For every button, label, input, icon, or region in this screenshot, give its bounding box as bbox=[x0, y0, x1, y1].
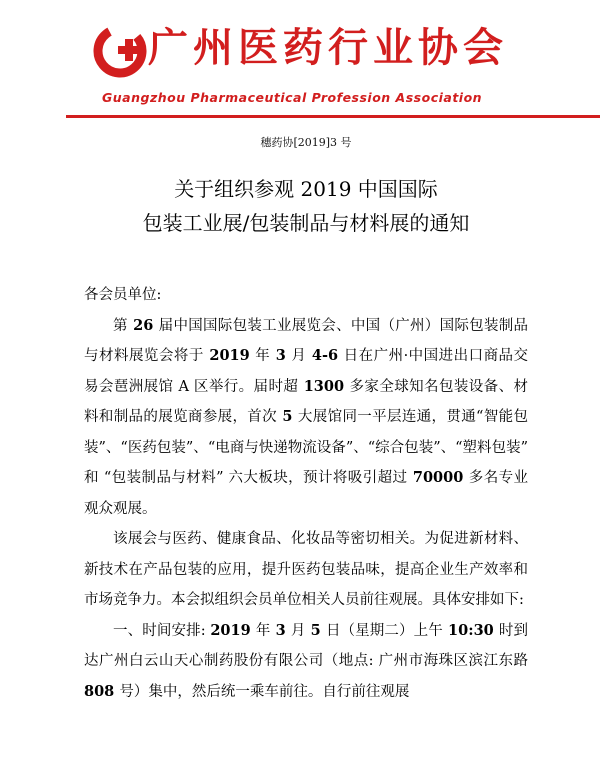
text-run: 届中国国际包装工业展览会、中国（广州）国际包装制品与材料展览会将于 bbox=[84, 317, 529, 364]
bold-number: 70000 bbox=[407, 469, 469, 486]
text-run: 年 bbox=[255, 622, 271, 639]
bold-number: 808 bbox=[84, 682, 120, 700]
bold-number: 3 bbox=[270, 621, 291, 639]
header-divider bbox=[66, 115, 600, 118]
text-run: 月 bbox=[290, 622, 306, 639]
title-line-1: 关于组织参观 2019 中国国际 bbox=[174, 177, 438, 201]
document-body bbox=[84, 280, 528, 707]
org-name-cn: 广州医药行业协会 bbox=[148, 24, 508, 71]
text-run: 日（星期二）上午 bbox=[325, 622, 443, 639]
bold-number: 4-6 bbox=[306, 347, 344, 364]
text-run: 多名专业观众观展。 bbox=[84, 470, 529, 517]
org-name-en: Guangzhou Pharmaceutical Profession Association bbox=[102, 90, 483, 105]
text-run: 时到达广州白云山天心制药股份有限公司（地点: 广州市海珠区滨江东路 bbox=[84, 622, 529, 669]
bold-number: 2019 bbox=[203, 347, 256, 364]
title-line-2: 包装工业展/包装制品与材料展的通知 bbox=[142, 211, 470, 235]
text-run: 月 bbox=[291, 348, 307, 364]
text-run: 日在广州·中国进出口商品交易会琶洲展馆 A 区举行。届时超 bbox=[84, 348, 529, 395]
bold-number: 3 bbox=[270, 347, 292, 364]
text-run: 大展馆同一平层连通，贯通“智能包装”、“医药包装”、“电商与快递物流设备”、“综合包装”、“塑料包装” 和 “包装制品与材料” 六大板块，预计将吸引超过 bbox=[84, 409, 529, 486]
bold-number: 2019 bbox=[210, 621, 256, 639]
paragraph-3 bbox=[84, 616, 528, 708]
text-run: 年 bbox=[255, 348, 271, 364]
letterhead bbox=[0, 0, 612, 150]
bold-number: 26 bbox=[127, 316, 159, 334]
text-run: 一、时间安排: bbox=[113, 622, 211, 639]
text-run: 多家全球知名包装设备、材料和制品的展览商参展，首次 bbox=[84, 378, 528, 425]
document-title bbox=[0, 172, 612, 240]
text-run: 号）集中，然后统一乘车前往。自行前往观展 bbox=[119, 683, 410, 700]
paragraph-1 bbox=[84, 311, 528, 525]
paragraph-2: 该展会与医药、健康食品、化妆品等密切相关。为促进新材料、新技术在产品包装的应用，提升医药包装品味，提高企业生产效率和市场竞争力。本会拟组织会员单位相关人员前往观展。具体安排如下: bbox=[84, 531, 528, 608]
text-run: 第 bbox=[113, 317, 128, 334]
bold-number: 10:30 bbox=[442, 621, 499, 639]
salutation: 各会员单位: bbox=[84, 287, 162, 303]
bold-number: 5 bbox=[305, 621, 326, 639]
document-number: 穗药协[2019]3 号 bbox=[260, 136, 352, 149]
bold-number: 5 bbox=[277, 408, 298, 425]
bold-number: 1300 bbox=[298, 377, 350, 395]
association-logo bbox=[92, 20, 152, 80]
